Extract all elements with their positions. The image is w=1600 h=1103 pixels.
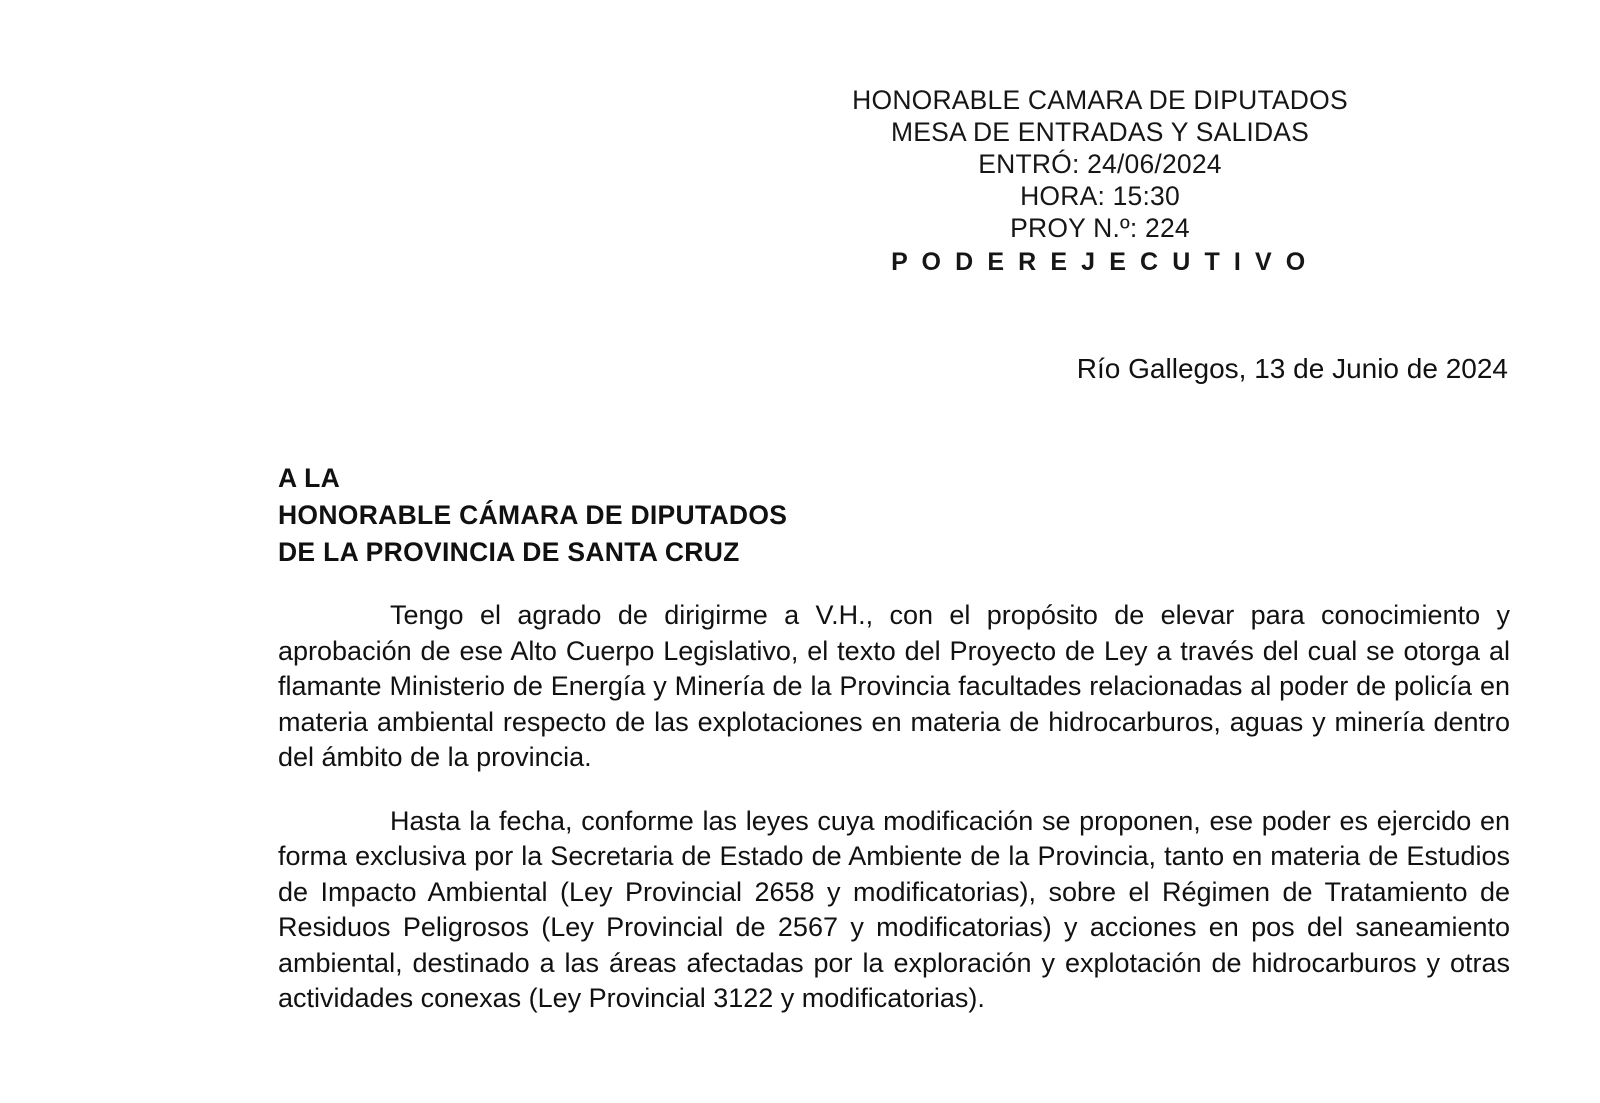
- stamp-line-chamber: HONORABLE CAMARA DE DIPUTADOS: [852, 85, 1348, 115]
- letter-body: [278, 598, 1510, 1017]
- addressee-line-3: DE LA PROVINCIA DE SANTA CRUZ: [278, 537, 740, 567]
- stamp-line-entry-date: ENTRÓ: 24/06/2024: [978, 149, 1222, 179]
- body-paragraph-1: Tengo el agrado de dirigirme a V.H., con el propósito de elevar para conocimiento y aprobación de ese Alto Cuerpo Legislativo, el texto del Proyecto de Ley a través del cual se otorga al flamante Ministerio de Energía y Minería de la Provincia facultades relacionadas al poder de policía en materia ambiental respecto de las explotaciones en materia de hidrocarburos, aguas y minería dentro del ámbito de la provincia.: [278, 600, 1510, 772]
- addressee-block: [278, 460, 787, 571]
- addressee-line-1: A LA: [278, 463, 341, 493]
- stamp-line-project-number: PROY N.º: 224: [1010, 213, 1190, 243]
- stamp-line-entry-time: HORA: 15:30: [1020, 181, 1180, 211]
- entry-stamp: [720, 84, 1480, 278]
- addressee-line-2: HONORABLE CÁMARA DE DIPUTADOS: [278, 500, 788, 530]
- stamp-line-office: MESA DE ENTRADAS Y SALIDAS: [890, 117, 1310, 147]
- body-paragraph-2: Hasta la fecha, conforme las leyes cuya modificación se proponen, ese poder es ejercido en forma exclusiva por la Secretaria de Estado de Ambiente de la Provincia, tanto en materia de Estudios de Impacto Ambiental (Ley Provincial 2658 y modificatorias), sobre el Régimen de Tratamiento de Residuos Peligrosos (Ley Provincial de 2567 y modificatorias) y acciones en pos del saneamiento ambiental, destinado a las áreas afectadas por la exploración y explotación de hidrocarburos y otras actividades conexas (Ley Provincial 3122 y modificatorias).: [278, 805, 1510, 1013]
- place-and-date: Río Gallegos, 13 de Junio de 2024: [1076, 353, 1508, 384]
- stamp-line-origin: P O D E R E J E C U T I V O: [891, 248, 1309, 276]
